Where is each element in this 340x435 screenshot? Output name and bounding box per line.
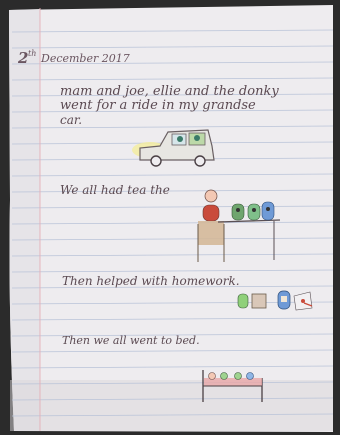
- line-2: went for a ride in my grandse: [60, 98, 256, 113]
- line-5: Then helped with homework.: [62, 274, 240, 288]
- line-4: We all had tea the: [60, 183, 170, 197]
- date-ordinal: th: [28, 49, 37, 58]
- line-1: mam and joe, ellie and the donky: [60, 84, 279, 99]
- date-month-year: December 2017: [41, 52, 130, 65]
- line-3: car.: [60, 113, 83, 127]
- date-day: 2: [18, 49, 29, 67]
- line-6: Then we all went to bed.: [62, 334, 200, 347]
